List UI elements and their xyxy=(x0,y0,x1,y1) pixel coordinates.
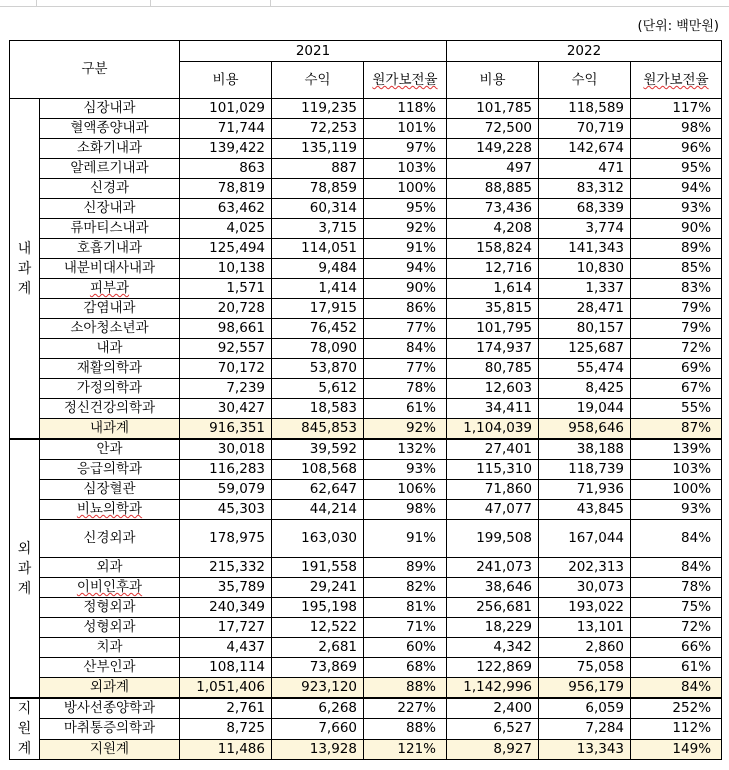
recovery-rate-cell: 61% xyxy=(631,658,722,678)
department-name: 심장혈관 xyxy=(40,480,180,500)
cost-cell: 149,228 xyxy=(447,139,539,159)
recovery-rate-cell: 77% xyxy=(364,359,447,379)
recovery-rate-cell: 227% xyxy=(364,698,447,719)
department-name: 류마티스내과 xyxy=(40,219,180,239)
recovery-rate-cell: 98% xyxy=(631,119,722,139)
revenue-cell: 72,253 xyxy=(272,119,364,139)
cost-cell: 4,437 xyxy=(180,638,272,658)
cost-cell: 6,527 xyxy=(447,719,539,739)
revenue-cell: 2,860 xyxy=(539,638,631,658)
revenue-cell: 163,030 xyxy=(272,520,364,558)
cost-cell: 863 xyxy=(180,159,272,179)
cost-cell: 2,400 xyxy=(447,698,539,719)
table-row xyxy=(10,500,722,520)
cost-cell: 125,494 xyxy=(180,239,272,259)
department-name: 치과 xyxy=(40,638,180,658)
table-row xyxy=(10,379,722,399)
department-name: 신경외과 xyxy=(40,520,180,558)
cost-recovery-table xyxy=(9,40,722,760)
recovery-rate-cell: 252% xyxy=(631,698,722,719)
department-name: 내과계 xyxy=(40,419,180,440)
department-name: 신경과 xyxy=(40,179,180,199)
col-recovery-2021: 원가보전율 xyxy=(364,62,447,99)
department-name: 피부과 xyxy=(40,279,180,299)
recovery-rate-cell: 72% xyxy=(631,339,722,359)
revenue-cell: 135,119 xyxy=(272,139,364,159)
recovery-rate-cell: 132% xyxy=(364,439,447,460)
recovery-rate-cell: 83% xyxy=(631,279,722,299)
cost-cell: 35,789 xyxy=(180,578,272,598)
recovery-rate-cell: 98% xyxy=(364,500,447,520)
recovery-rate-cell: 84% xyxy=(364,339,447,359)
table-row xyxy=(10,119,722,139)
recovery-rate-cell: 87% xyxy=(631,419,722,440)
revenue-cell: 108,568 xyxy=(272,460,364,480)
recovery-rate-cell: 60% xyxy=(364,638,447,658)
table-row xyxy=(10,439,722,460)
cost-cell: 12,603 xyxy=(447,379,539,399)
revenue-cell: 28,471 xyxy=(539,299,631,319)
subtotal-row xyxy=(10,419,722,440)
department-name: 안과 xyxy=(40,439,180,460)
department-name: 호흡기내과 xyxy=(40,239,180,259)
recovery-rate-cell: 68% xyxy=(364,658,447,678)
revenue-cell: 956,179 xyxy=(539,678,631,699)
table-row xyxy=(10,719,722,739)
recovery-rate-cell: 84% xyxy=(631,678,722,699)
cost-cell: 73,436 xyxy=(447,199,539,219)
cost-cell: 240,349 xyxy=(180,598,272,618)
table-row xyxy=(10,598,722,618)
year-header-2022: 2022 xyxy=(447,41,722,62)
cost-cell: 72,500 xyxy=(447,119,539,139)
recovery-rate-cell: 93% xyxy=(364,460,447,480)
recovery-rate-cell: 55% xyxy=(631,399,722,419)
revenue-cell: 887 xyxy=(272,159,364,179)
recovery-rate-cell: 90% xyxy=(364,279,447,299)
revenue-cell: 3,715 xyxy=(272,219,364,239)
cost-cell: 20,728 xyxy=(180,299,272,319)
recovery-rate-cell: 100% xyxy=(364,179,447,199)
recovery-rate-cell: 88% xyxy=(364,678,447,699)
department-name: 외과계 xyxy=(40,678,180,699)
revenue-cell: 39,592 xyxy=(272,439,364,460)
col-revenue-2022: 수익 xyxy=(539,62,631,99)
revenue-cell: 60,314 xyxy=(272,199,364,219)
revenue-cell: 19,044 xyxy=(539,399,631,419)
cost-cell: 34,411 xyxy=(447,399,539,419)
revenue-cell: 83,312 xyxy=(539,179,631,199)
col-revenue-2021: 수익 xyxy=(272,62,364,99)
recovery-rate-cell: 85% xyxy=(631,259,722,279)
cost-cell: 71,744 xyxy=(180,119,272,139)
recovery-rate-cell: 93% xyxy=(631,500,722,520)
department-name: 신장내과 xyxy=(40,199,180,219)
table-row xyxy=(10,339,722,359)
recovery-rate-cell: 103% xyxy=(364,159,447,179)
revenue-cell: 78,859 xyxy=(272,179,364,199)
revenue-cell: 191,558 xyxy=(272,558,364,578)
table-row xyxy=(10,199,722,219)
recovery-rate-cell: 93% xyxy=(631,199,722,219)
revenue-cell: 30,073 xyxy=(539,578,631,598)
recovery-rate-cell: 96% xyxy=(631,139,722,159)
cost-cell: 10,138 xyxy=(180,259,272,279)
department-name: 정신건강의학과 xyxy=(40,399,180,419)
cost-cell: 30,427 xyxy=(180,399,272,419)
revenue-cell: 53,870 xyxy=(272,359,364,379)
revenue-cell: 7,284 xyxy=(539,719,631,739)
recovery-rate-cell: 91% xyxy=(364,239,447,259)
revenue-cell: 78,090 xyxy=(272,339,364,359)
cost-cell: 101,795 xyxy=(447,319,539,339)
table-body xyxy=(10,99,722,760)
recovery-rate-cell: 92% xyxy=(364,219,447,239)
table-row xyxy=(10,259,722,279)
cost-cell: 4,342 xyxy=(447,638,539,658)
department-name: 지원계 xyxy=(40,739,180,759)
table-row xyxy=(10,638,722,658)
col-cost-2021: 비용 xyxy=(180,62,272,99)
cost-cell: 178,975 xyxy=(180,520,272,558)
recovery-rate-cell: 79% xyxy=(631,319,722,339)
cost-cell: 916,351 xyxy=(180,419,272,440)
revenue-cell: 193,022 xyxy=(539,598,631,618)
recovery-rate-cell: 66% xyxy=(631,638,722,658)
recovery-rate-cell: 89% xyxy=(631,239,722,259)
cost-cell: 98,661 xyxy=(180,319,272,339)
revenue-cell: 1,414 xyxy=(272,279,364,299)
table-row xyxy=(10,618,722,638)
revenue-cell: 43,845 xyxy=(539,500,631,520)
recovery-rate-cell: 75% xyxy=(631,598,722,618)
revenue-cell: 68,339 xyxy=(539,199,631,219)
department-name: 정형외과 xyxy=(40,598,180,618)
recovery-rate-cell: 67% xyxy=(631,379,722,399)
recovery-rate-cell: 94% xyxy=(364,259,447,279)
revenue-cell: 80,157 xyxy=(539,319,631,339)
revenue-cell: 13,101 xyxy=(539,618,631,638)
group-label: 외 과 계 xyxy=(10,439,40,698)
revenue-cell: 141,343 xyxy=(539,239,631,259)
cost-cell: 139,422 xyxy=(180,139,272,159)
recovery-rate-cell: 118% xyxy=(364,99,447,119)
cost-cell: 27,401 xyxy=(447,439,539,460)
revenue-cell: 118,589 xyxy=(539,99,631,119)
recovery-rate-cell: 69% xyxy=(631,359,722,379)
revenue-cell: 1,337 xyxy=(539,279,631,299)
revenue-cell: 119,235 xyxy=(272,99,364,119)
cost-cell: 59,079 xyxy=(180,480,272,500)
recovery-rate-cell: 71% xyxy=(364,618,447,638)
cost-cell: 11,486 xyxy=(180,739,272,759)
table-row xyxy=(10,239,722,259)
recovery-rate-cell: 82% xyxy=(364,578,447,598)
cost-cell: 4,025 xyxy=(180,219,272,239)
department-name: 내과 xyxy=(40,339,180,359)
cost-cell: 122,869 xyxy=(447,658,539,678)
cost-cell: 38,646 xyxy=(447,578,539,598)
cost-cell: 1,142,996 xyxy=(447,678,539,699)
table-row xyxy=(10,319,722,339)
cost-cell: 199,508 xyxy=(447,520,539,558)
revenue-cell: 71,936 xyxy=(539,480,631,500)
cost-cell: 2,761 xyxy=(180,698,272,719)
cost-cell: 63,462 xyxy=(180,199,272,219)
col-cost-2022: 비용 xyxy=(447,62,539,99)
recovery-rate-cell: 92% xyxy=(364,419,447,440)
subtotal-row xyxy=(10,739,722,759)
table-row xyxy=(10,179,722,199)
recovery-rate-cell: 77% xyxy=(364,319,447,339)
table-row xyxy=(10,99,722,119)
top-strip xyxy=(0,0,729,7)
table-row xyxy=(10,578,722,598)
recovery-rate-cell: 112% xyxy=(631,719,722,739)
recovery-rate-cell: 149% xyxy=(631,739,722,759)
cost-cell: 256,681 xyxy=(447,598,539,618)
cost-cell: 1,571 xyxy=(180,279,272,299)
cost-cell: 80,785 xyxy=(447,359,539,379)
revenue-cell: 3,774 xyxy=(539,219,631,239)
cost-cell: 1,104,039 xyxy=(447,419,539,440)
subtotal-row xyxy=(10,678,722,699)
cost-cell: 115,310 xyxy=(447,460,539,480)
cost-cell: 70,172 xyxy=(180,359,272,379)
recovery-rate-cell: 106% xyxy=(364,480,447,500)
recovery-rate-cell: 84% xyxy=(631,558,722,578)
recovery-rate-cell: 86% xyxy=(364,299,447,319)
department-name: 알레르기내과 xyxy=(40,159,180,179)
recovery-rate-cell: 88% xyxy=(364,719,447,739)
revenue-cell: 12,522 xyxy=(272,618,364,638)
revenue-cell: 845,853 xyxy=(272,419,364,440)
table-row xyxy=(10,460,722,480)
revenue-cell: 118,739 xyxy=(539,460,631,480)
cost-cell: 108,114 xyxy=(180,658,272,678)
revenue-cell: 958,646 xyxy=(539,419,631,440)
cost-cell: 1,614 xyxy=(447,279,539,299)
cost-cell: 1,051,406 xyxy=(180,678,272,699)
year-header-2021: 2021 xyxy=(180,41,447,62)
revenue-cell: 10,830 xyxy=(539,259,631,279)
department-name: 방사선종양학과 xyxy=(40,698,180,719)
department-name: 이비인후과 xyxy=(40,578,180,598)
table-row xyxy=(10,520,722,558)
table-row xyxy=(10,558,722,578)
cost-cell: 215,332 xyxy=(180,558,272,578)
recovery-rate-cell: 84% xyxy=(631,520,722,558)
revenue-cell: 6,059 xyxy=(539,698,631,719)
cost-cell: 45,303 xyxy=(180,500,272,520)
revenue-cell: 38,188 xyxy=(539,439,631,460)
revenue-cell: 471 xyxy=(539,159,631,179)
cost-cell: 47,077 xyxy=(447,500,539,520)
recovery-rate-cell: 89% xyxy=(364,558,447,578)
cost-cell: 18,229 xyxy=(447,618,539,638)
recovery-rate-cell: 103% xyxy=(631,460,722,480)
revenue-cell: 9,484 xyxy=(272,259,364,279)
recovery-rate-cell: 79% xyxy=(631,299,722,319)
revenue-cell: 2,681 xyxy=(272,638,364,658)
cost-cell: 88,885 xyxy=(447,179,539,199)
recovery-rate-cell: 100% xyxy=(631,480,722,500)
recovery-rate-cell: 78% xyxy=(631,578,722,598)
table-row xyxy=(10,219,722,239)
recovery-rate-cell: 101% xyxy=(364,119,447,139)
cost-cell: 174,937 xyxy=(447,339,539,359)
department-name: 마취통증의학과 xyxy=(40,719,180,739)
cost-cell: 101,785 xyxy=(447,99,539,119)
table-row xyxy=(10,139,722,159)
recovery-rate-cell: 91% xyxy=(364,520,447,558)
recovery-rate-cell: 72% xyxy=(631,618,722,638)
revenue-cell: 62,647 xyxy=(272,480,364,500)
recovery-rate-cell: 95% xyxy=(364,199,447,219)
recovery-rate-cell: 97% xyxy=(364,139,447,159)
recovery-rate-cell: 139% xyxy=(631,439,722,460)
table-row xyxy=(10,480,722,500)
recovery-rate-cell: 94% xyxy=(631,179,722,199)
department-name: 외과 xyxy=(40,558,180,578)
recovery-rate-cell: 90% xyxy=(631,219,722,239)
cost-cell: 4,208 xyxy=(447,219,539,239)
group-label: 내 과 계 xyxy=(10,99,40,440)
table-row xyxy=(10,279,722,299)
cost-cell: 17,727 xyxy=(180,618,272,638)
department-name: 응급의학과 xyxy=(40,460,180,480)
revenue-cell: 167,044 xyxy=(539,520,631,558)
revenue-cell: 195,198 xyxy=(272,598,364,618)
recovery-rate-cell: 78% xyxy=(364,379,447,399)
table-row xyxy=(10,359,722,379)
recovery-rate-cell: 81% xyxy=(364,598,447,618)
department-name: 비뇨의학과 xyxy=(40,500,180,520)
cost-cell: 7,239 xyxy=(180,379,272,399)
cost-cell: 30,018 xyxy=(180,439,272,460)
cost-cell: 8,725 xyxy=(180,719,272,739)
table-row xyxy=(10,399,722,419)
table-row xyxy=(10,159,722,179)
unit-label: (단위: 백만원) xyxy=(637,19,719,34)
revenue-cell: 7,660 xyxy=(272,719,364,739)
cost-cell: 12,716 xyxy=(447,259,539,279)
cost-cell: 116,283 xyxy=(180,460,272,480)
revenue-cell: 76,452 xyxy=(272,319,364,339)
table-row xyxy=(10,698,722,719)
revenue-cell: 44,214 xyxy=(272,500,364,520)
cost-cell: 78,819 xyxy=(180,179,272,199)
department-name: 내분비대사내과 xyxy=(40,259,180,279)
col-recovery-2022: 원가보전율 xyxy=(631,62,722,99)
recovery-rate-cell: 117% xyxy=(631,99,722,119)
revenue-cell: 923,120 xyxy=(272,678,364,699)
revenue-cell: 75,058 xyxy=(539,658,631,678)
cost-cell: 8,927 xyxy=(447,739,539,759)
revenue-cell: 114,051 xyxy=(272,239,364,259)
revenue-cell: 142,674 xyxy=(539,139,631,159)
recovery-rate-cell: 95% xyxy=(631,159,722,179)
cost-cell: 92,557 xyxy=(180,339,272,359)
revenue-cell: 125,687 xyxy=(539,339,631,359)
department-name: 산부인과 xyxy=(40,658,180,678)
department-name: 재활의학과 xyxy=(40,359,180,379)
category-header: 구분 xyxy=(10,41,180,99)
revenue-cell: 17,915 xyxy=(272,299,364,319)
group-label: 지 원 계 xyxy=(10,698,40,760)
department-name: 감염내과 xyxy=(40,299,180,319)
department-name: 성형외과 xyxy=(40,618,180,638)
cost-cell: 497 xyxy=(447,159,539,179)
cost-cell: 35,815 xyxy=(447,299,539,319)
cost-cell: 158,824 xyxy=(447,239,539,259)
revenue-cell: 13,928 xyxy=(272,739,364,759)
department-name: 소아청소년과 xyxy=(40,319,180,339)
revenue-cell: 73,869 xyxy=(272,658,364,678)
department-name: 혈액종양내과 xyxy=(40,119,180,139)
revenue-cell: 8,425 xyxy=(539,379,631,399)
department-name: 소화기내과 xyxy=(40,139,180,159)
revenue-cell: 202,313 xyxy=(539,558,631,578)
recovery-rate-cell: 121% xyxy=(364,739,447,759)
recovery-rate-cell: 61% xyxy=(364,399,447,419)
cost-cell: 241,073 xyxy=(447,558,539,578)
revenue-cell: 29,241 xyxy=(272,578,364,598)
revenue-cell: 70,719 xyxy=(539,119,631,139)
revenue-cell: 13,343 xyxy=(539,739,631,759)
table-row xyxy=(10,299,722,319)
cost-cell: 101,029 xyxy=(180,99,272,119)
department-name: 심장내과 xyxy=(40,99,180,119)
revenue-cell: 6,268 xyxy=(272,698,364,719)
revenue-cell: 5,612 xyxy=(272,379,364,399)
department-name: 가정의학과 xyxy=(40,379,180,399)
revenue-cell: 18,583 xyxy=(272,399,364,419)
table-row xyxy=(10,658,722,678)
revenue-cell: 55,474 xyxy=(539,359,631,379)
cost-cell: 71,860 xyxy=(447,480,539,500)
